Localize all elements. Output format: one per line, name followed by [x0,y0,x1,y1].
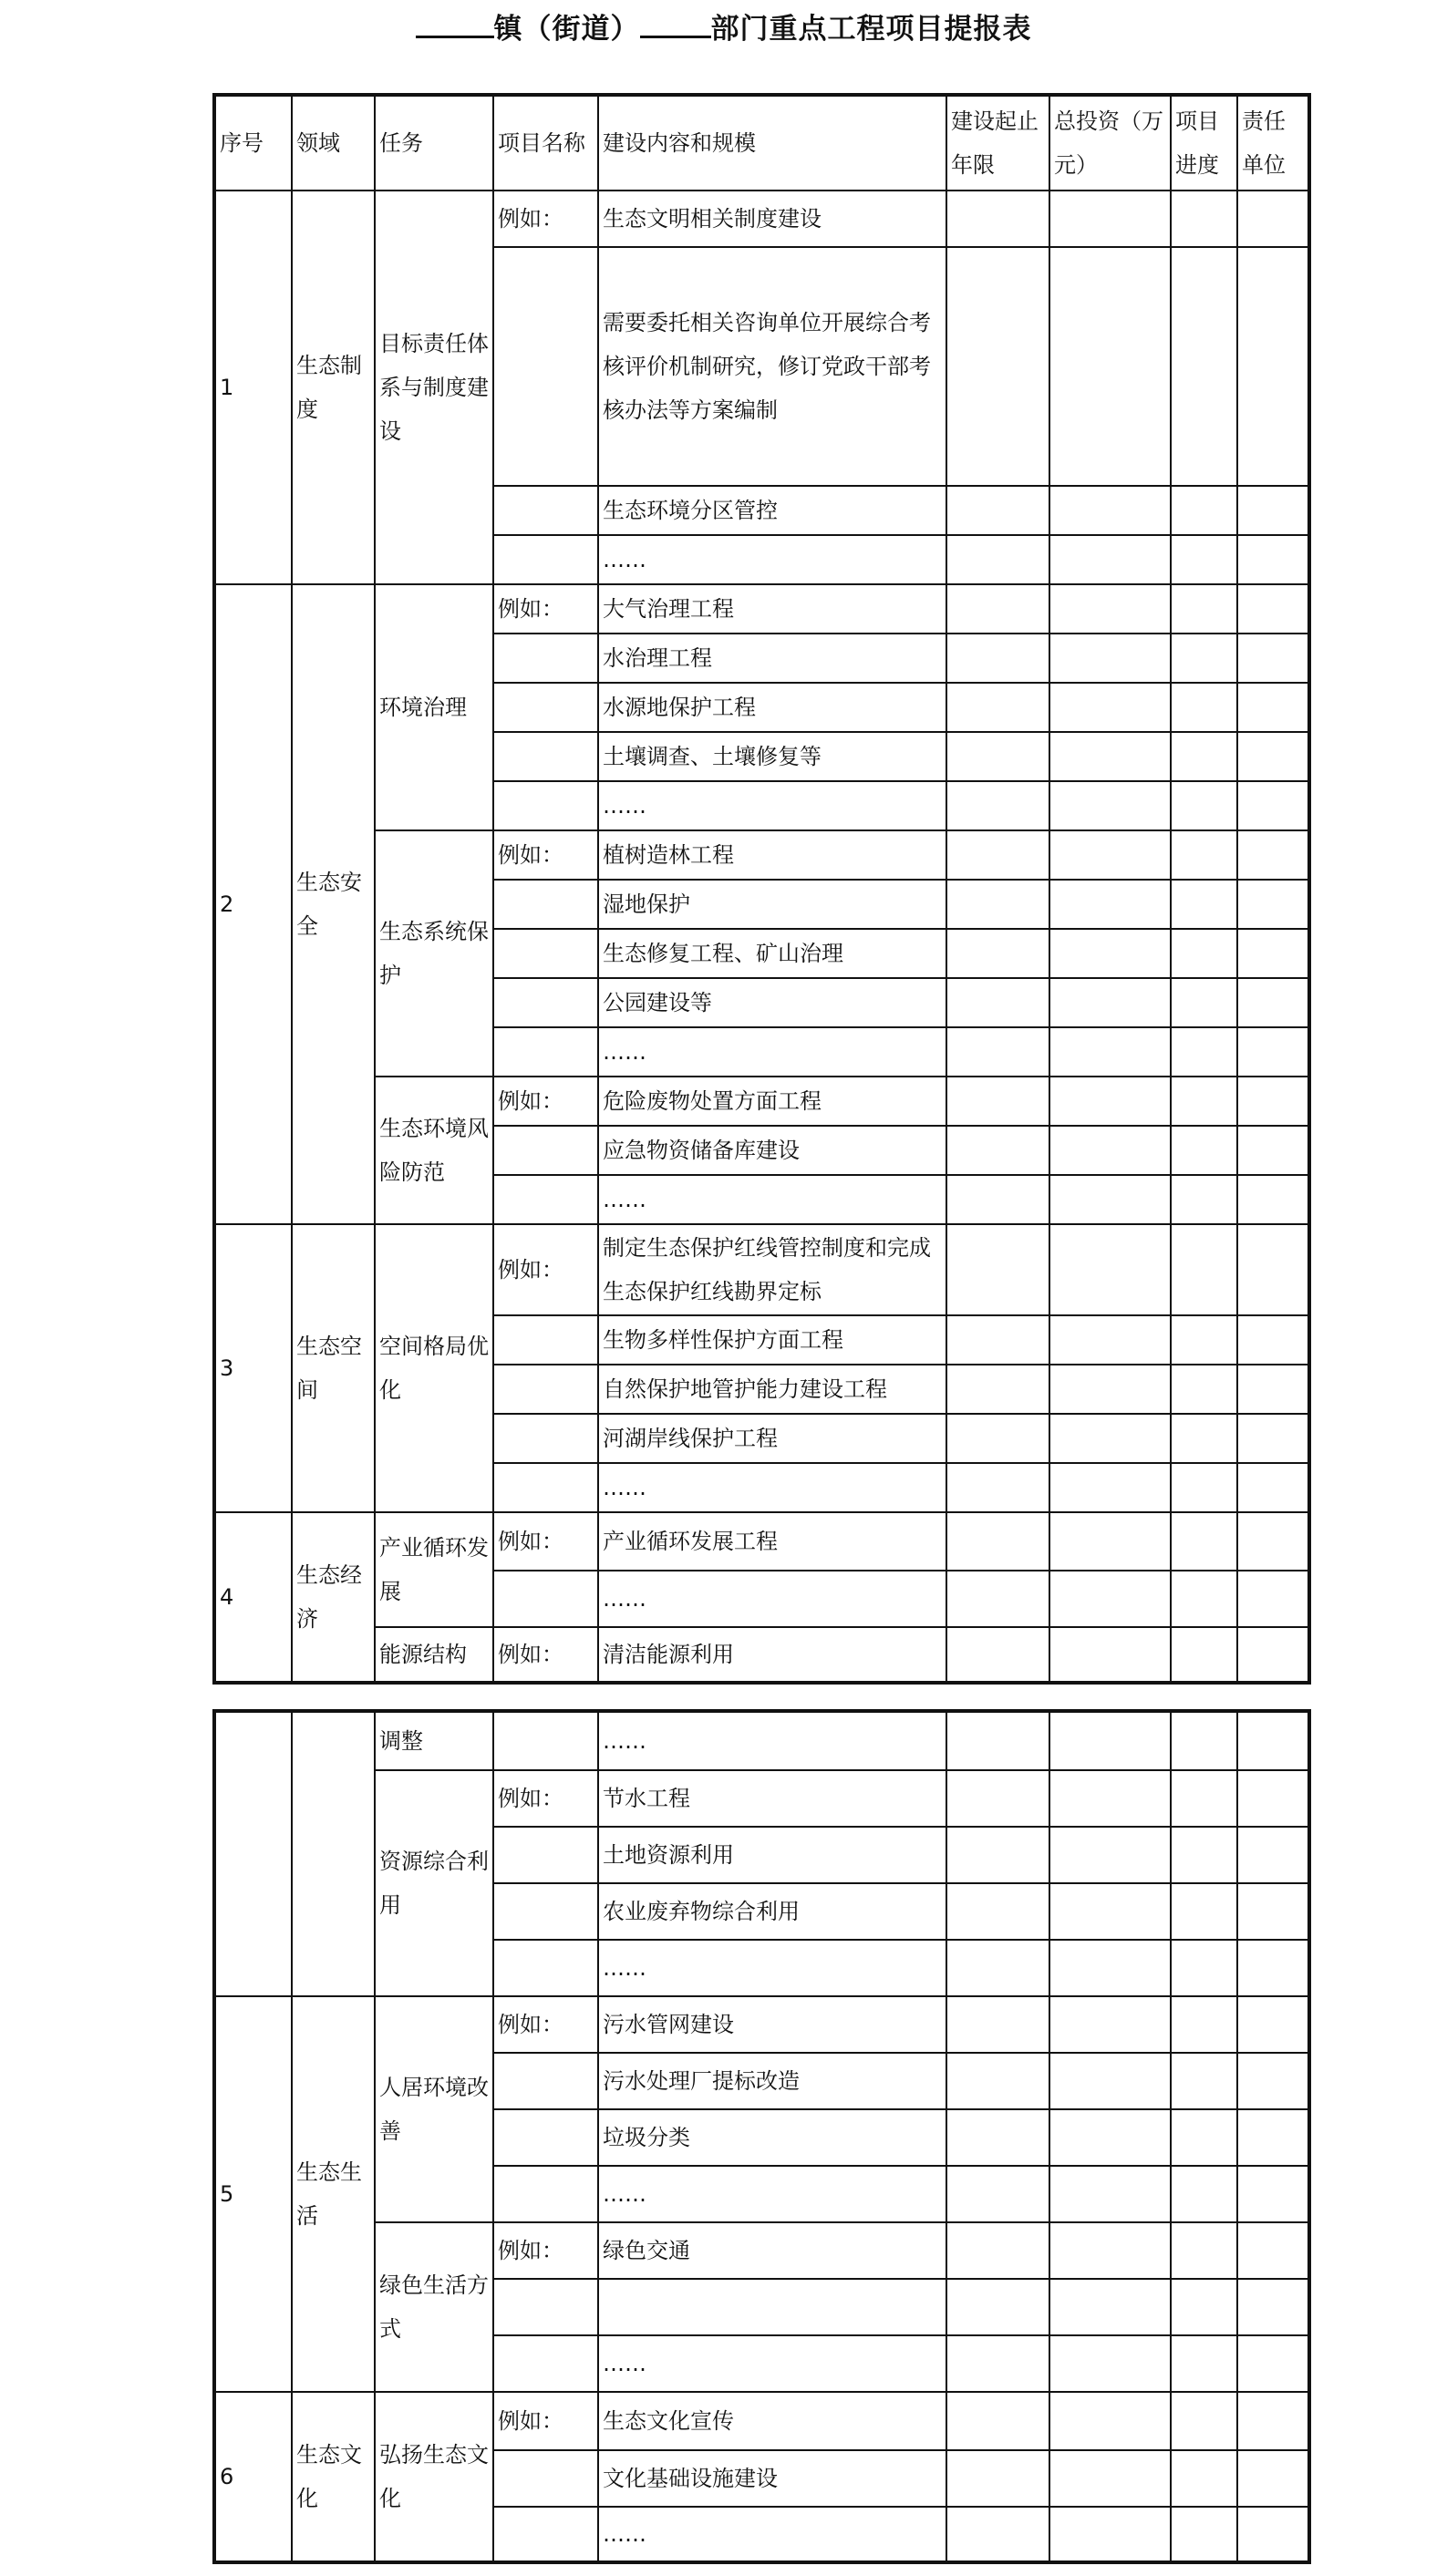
header-progress: 项目进度 [1171,96,1237,191]
period-cell[interactable] [946,978,1049,1027]
investment-cell[interactable] [1049,830,1171,880]
progress-cell[interactable] [1171,1224,1237,1315]
investment-cell[interactable] [1049,781,1171,830]
responsible-cell[interactable] [1237,1996,1308,2053]
report-table-page-1 [214,95,1309,1683]
project-name-cell[interactable] [493,1414,598,1463]
content-cell: 危险废物处置方面工程 [598,1077,946,1126]
investment-cell[interactable] [1049,1365,1171,1414]
content-cell: …… [598,1463,946,1512]
example-label: 例如： [493,2222,598,2279]
project-name-cell[interactable] [493,486,598,535]
period-cell[interactable] [946,2392,1049,2450]
progress-cell[interactable] [1171,1027,1237,1077]
responsible-cell[interactable] [1237,1770,1308,1827]
project-name-cell[interactable] [493,2109,598,2166]
header-responsible: 责任单位 [1237,96,1308,191]
header-content: 建设内容和规模 [598,96,946,191]
content-cell: …… [598,1571,946,1627]
investment-cell[interactable] [1049,880,1171,929]
domain-cell-continued [292,1712,375,1996]
responsible-cell[interactable] [1237,2279,1308,2335]
period-cell[interactable] [946,1315,1049,1365]
content-cell: 生态文明相关制度建设 [598,191,946,247]
project-name-cell[interactable] [493,1463,598,1512]
seq-cell: 3 [215,1224,292,1512]
content-cell: 水治理工程 [598,634,946,683]
content-cell: 需要委托相关咨询单位开展综合考核评价机制研究，修订党政干部考核办法等方案编制 [598,247,946,486]
progress-cell[interactable] [1171,1940,1237,1996]
responsible-cell[interactable] [1237,634,1308,683]
investment-cell[interactable] [1049,535,1171,584]
content-cell: …… [598,781,946,830]
investment-cell[interactable] [1049,1224,1171,1315]
responsible-cell[interactable] [1237,2507,1308,2561]
investment-cell[interactable] [1049,2392,1171,2450]
progress-cell[interactable] [1171,830,1237,880]
table-row [215,2392,1308,2450]
project-name-cell[interactable] [493,683,598,732]
progress-cell[interactable] [1171,1627,1237,1682]
responsible-cell[interactable] [1237,1883,1308,1940]
progress-cell[interactable] [1171,2450,1237,2507]
project-name-cell[interactable] [493,1027,598,1077]
content-cell: …… [598,535,946,584]
progress-cell[interactable] [1171,1414,1237,1463]
responsible-cell[interactable] [1237,1315,1308,1365]
table-row [215,830,1308,880]
progress-cell[interactable] [1171,880,1237,929]
investment-cell[interactable] [1049,2335,1171,2392]
content-cell: …… [598,2166,946,2222]
content-cell: 土壤调查、土壤修复等 [598,732,946,781]
title-prefix: 镇（街道） [493,13,640,46]
responsible-cell[interactable] [1237,781,1308,830]
domain-cell: 生态文化 [292,2392,375,2561]
table-row [215,1712,1308,1770]
responsible-cell[interactable] [1237,191,1308,247]
project-name-cell[interactable] [493,1940,598,1996]
content-cell: …… [598,1175,946,1224]
responsible-cell[interactable] [1237,1414,1308,1463]
project-name-cell[interactable] [493,1365,598,1414]
task-cell: 资源综合利用 [375,1770,493,1996]
investment-cell[interactable] [1049,1414,1171,1463]
domain-cell: 生态制度 [292,191,375,584]
period-cell[interactable] [946,1940,1049,1996]
investment-cell[interactable] [1049,486,1171,535]
project-name-cell[interactable] [493,2053,598,2109]
table-row [215,1224,1308,1315]
period-cell[interactable] [946,732,1049,781]
title-blank-department [640,8,711,38]
project-name-cell[interactable] [493,634,598,683]
project-name-cell[interactable] [493,978,598,1027]
investment-cell[interactable] [1049,1770,1171,1827]
period-cell[interactable] [946,2053,1049,2109]
period-cell[interactable] [946,535,1049,584]
content-cell: 污水管网建设 [598,1996,946,2053]
content-cell: 大气治理工程 [598,584,946,634]
table-row [215,1077,1308,1126]
progress-cell[interactable] [1171,2392,1237,2450]
seq-cell: 4 [215,1512,292,1682]
task-cell-energy-part2: 调整 [375,1712,493,1770]
investment-cell[interactable] [1049,1512,1171,1571]
responsible-cell[interactable] [1237,1126,1308,1175]
title-suffix: 部门重点工程项目提报表 [710,13,1032,46]
project-name-cell[interactable] [493,535,598,584]
investment-cell[interactable] [1049,1315,1171,1365]
investment-cell[interactable] [1049,978,1171,1027]
responsible-cell[interactable] [1237,1512,1308,1571]
domain-cell: 生态经济 [292,1512,375,1682]
seq-cell: 6 [215,2392,292,2561]
investment-cell[interactable] [1049,732,1171,781]
period-cell[interactable] [946,1027,1049,1077]
responsible-cell[interactable] [1237,880,1308,929]
investment-cell[interactable] [1049,2450,1171,2507]
content-cell: …… [598,2507,946,2561]
responsible-cell[interactable] [1237,1571,1308,1627]
period-cell[interactable] [946,880,1049,929]
investment-cell[interactable] [1049,2053,1171,2109]
period-cell[interactable] [946,1627,1049,1682]
progress-cell[interactable] [1171,1512,1237,1571]
progress-cell[interactable] [1171,634,1237,683]
responsible-cell[interactable] [1237,535,1308,584]
progress-cell[interactable] [1171,683,1237,732]
progress-cell[interactable] [1171,2222,1237,2279]
project-name-cell[interactable] [493,1883,598,1940]
responsible-cell[interactable] [1237,2450,1308,2507]
progress-cell[interactable] [1171,2109,1237,2166]
responsible-cell[interactable] [1237,683,1308,732]
progress-cell[interactable] [1171,584,1237,634]
seq-cell-continued [215,1712,292,1996]
content-cell: 文化基础设施建设 [598,2450,946,2507]
investment-cell[interactable] [1049,634,1171,683]
responsible-cell[interactable] [1237,247,1308,486]
header-period: 建设起止年限 [946,96,1049,191]
content-cell: 垃圾分类 [598,2109,946,2166]
example-label: 例如： [493,1077,598,1126]
header-domain: 领域 [292,96,375,191]
responsible-cell[interactable] [1237,978,1308,1027]
investment-cell[interactable] [1049,1940,1171,1996]
content-cell: 公园建设等 [598,978,946,1027]
responsible-cell[interactable] [1237,929,1308,978]
responsible-cell[interactable] [1237,1712,1308,1770]
progress-cell[interactable] [1171,1365,1237,1414]
period-cell[interactable] [946,1883,1049,1940]
seq-cell: 5 [215,1996,292,2392]
period-cell[interactable] [946,1126,1049,1175]
responsible-cell[interactable] [1237,830,1308,880]
responsible-cell[interactable] [1237,1627,1308,1682]
task-cell-energy-part1: 能源结构 [375,1627,493,1682]
progress-cell[interactable] [1171,535,1237,584]
content-cell: 污水处理厂提标改造 [598,2053,946,2109]
progress-cell[interactable] [1171,1077,1237,1126]
investment-cell[interactable] [1049,1571,1171,1627]
period-cell[interactable] [946,1414,1049,1463]
investment-cell[interactable] [1049,584,1171,634]
progress-cell[interactable] [1171,1883,1237,1940]
investment-cell[interactable] [1049,1027,1171,1077]
task-cell: 绿色生活方式 [375,2222,493,2392]
domain-cell: 生态安全 [292,584,375,1224]
content-cell: 制定生态保护红线管控制度和完成生态保护红线勘界定标 [598,1224,946,1315]
task-cell: 空间格局优化 [375,1224,493,1512]
example-label: 例如： [493,1512,598,1571]
period-cell[interactable] [946,2109,1049,2166]
project-name-cell[interactable] [493,880,598,929]
progress-cell[interactable] [1171,486,1237,535]
example-label: 例如： [493,191,598,247]
table-row [215,584,1308,634]
progress-cell[interactable] [1171,1175,1237,1224]
progress-cell[interactable] [1171,1126,1237,1175]
progress-cell[interactable] [1171,1571,1237,1627]
example-label: 例如： [493,1627,598,1682]
project-name-cell[interactable] [493,1827,598,1883]
content-cell[interactable] [598,2279,946,2335]
report-table-page-2 [214,1711,1309,2562]
content-cell: 生态修复工程、矿山治理 [598,929,946,978]
period-cell[interactable] [946,1512,1049,1571]
period-cell[interactable] [946,2507,1049,2561]
responsible-cell[interactable] [1237,1224,1308,1315]
seq-cell: 1 [215,191,292,584]
period-cell[interactable] [946,1175,1049,1224]
project-name-cell[interactable] [493,2166,598,2222]
progress-cell[interactable] [1171,1996,1237,2053]
investment-cell[interactable] [1049,191,1171,247]
period-cell[interactable] [946,929,1049,978]
project-name-cell[interactable] [493,1175,598,1224]
period-cell[interactable] [946,1463,1049,1512]
project-name-cell[interactable] [493,1712,598,1770]
project-name-cell[interactable] [493,247,598,486]
period-cell[interactable] [946,1827,1049,1883]
example-label: 例如： [493,1770,598,1827]
table-row [215,1996,1308,2053]
example-label: 例如： [493,830,598,880]
example-label: 例如： [493,2392,598,2450]
domain-cell: 生态生活 [292,1996,375,2392]
investment-cell[interactable] [1049,2222,1171,2279]
project-name-cell[interactable] [493,929,598,978]
content-cell: 生物多样性保护方面工程 [598,1315,946,1365]
progress-cell[interactable] [1171,191,1237,247]
content-cell: 生态环境分区管控 [598,486,946,535]
period-cell[interactable] [946,1712,1049,1770]
responsible-cell[interactable] [1237,2392,1308,2450]
project-name-cell[interactable] [493,1571,598,1627]
content-cell: 水源地保护工程 [598,683,946,732]
responsible-cell[interactable] [1237,2053,1308,2109]
period-cell[interactable] [946,2335,1049,2392]
progress-cell[interactable] [1171,1712,1237,1770]
period-cell[interactable] [946,1077,1049,1126]
period-cell[interactable] [946,2222,1049,2279]
investment-cell[interactable] [1049,1996,1171,2053]
progress-cell[interactable] [1171,2166,1237,2222]
project-name-cell[interactable] [493,781,598,830]
progress-cell[interactable] [1171,247,1237,486]
header-seq: 序号 [215,96,292,191]
period-cell[interactable] [946,830,1049,880]
responsible-cell[interactable] [1237,2109,1308,2166]
responsible-cell[interactable] [1237,1940,1308,1996]
period-cell[interactable] [946,1224,1049,1315]
progress-cell[interactable] [1171,2335,1237,2392]
content-cell: 河湖岸线保护工程 [598,1414,946,1463]
responsible-cell[interactable] [1237,2222,1308,2279]
progress-cell[interactable] [1171,2053,1237,2109]
project-name-cell[interactable] [493,732,598,781]
progress-cell[interactable] [1171,2279,1237,2335]
task-cell: 生态系统保护 [375,830,493,1077]
content-cell: 产业循环发展工程 [598,1512,946,1571]
responsible-cell[interactable] [1237,1463,1308,1512]
table-row [215,2222,1308,2279]
table-header-row [215,96,1308,191]
task-cell: 产业循环发展 [375,1512,493,1627]
period-cell[interactable] [946,2450,1049,2507]
content-cell: 植树造林工程 [598,830,946,880]
example-label: 例如： [493,1224,598,1315]
table-row [215,1770,1308,1827]
progress-cell[interactable] [1171,732,1237,781]
period-cell[interactable] [946,1770,1049,1827]
investment-cell[interactable] [1049,247,1171,486]
project-name-cell[interactable] [493,2335,598,2392]
example-label: 例如： [493,584,598,634]
project-name-cell[interactable] [493,2507,598,2561]
responsible-cell[interactable] [1237,2335,1308,2392]
domain-cell: 生态空间 [292,1224,375,1512]
content-cell: 节水工程 [598,1770,946,1827]
table-row [215,1627,1308,1682]
progress-cell[interactable] [1171,929,1237,978]
content-cell: 农业废弃物综合利用 [598,1883,946,1940]
project-name-cell[interactable] [493,2279,598,2335]
task-cell: 环境治理 [375,584,493,830]
investment-cell[interactable] [1049,929,1171,978]
responsible-cell[interactable] [1237,1827,1308,1883]
task-cell: 生态环境风险防范 [375,1077,493,1224]
investment-cell[interactable] [1049,2279,1171,2335]
progress-cell[interactable] [1171,978,1237,1027]
page-title [0,5,1447,46]
table-row [215,191,1308,247]
investment-cell[interactable] [1049,2109,1171,2166]
investment-cell[interactable] [1049,1126,1171,1175]
table-row [215,1512,1308,1571]
progress-cell[interactable] [1171,1770,1237,1827]
project-name-cell[interactable] [493,1315,598,1365]
responsible-cell[interactable] [1237,732,1308,781]
header-task: 任务 [375,96,493,191]
investment-cell[interactable] [1049,1077,1171,1126]
responsible-cell[interactable] [1237,1077,1308,1126]
responsible-cell[interactable] [1237,584,1308,634]
period-cell[interactable] [946,2279,1049,2335]
investment-cell[interactable] [1049,2507,1171,2561]
task-cell: 人居环境改善 [375,1996,493,2222]
period-cell[interactable] [946,191,1049,247]
content-cell: 生态文化宣传 [598,2392,946,2450]
period-cell[interactable] [946,634,1049,683]
task-cell: 弘扬生态文化 [375,2392,493,2561]
content-cell: 清洁能源利用 [598,1627,946,1682]
content-cell: 绿色交通 [598,2222,946,2279]
content-cell: 土地资源利用 [598,1827,946,1883]
period-cell[interactable] [946,1571,1049,1627]
period-cell[interactable] [946,486,1049,535]
responsible-cell[interactable] [1237,1175,1308,1224]
responsible-cell[interactable] [1237,486,1308,535]
period-cell[interactable] [946,584,1049,634]
progress-cell[interactable] [1171,1463,1237,1512]
period-cell[interactable] [946,1996,1049,2053]
progress-cell[interactable] [1171,1315,1237,1365]
investment-cell[interactable] [1049,1175,1171,1224]
example-label: 例如： [493,1996,598,2053]
investment-cell[interactable] [1049,1463,1171,1512]
period-cell[interactable] [946,683,1049,732]
content-cell: 湿地保护 [598,880,946,929]
content-cell: 自然保护地管护能力建设工程 [598,1365,946,1414]
progress-cell[interactable] [1171,2507,1237,2561]
investment-cell[interactable] [1049,2166,1171,2222]
title-blank-town [416,8,494,38]
investment-cell[interactable] [1049,1712,1171,1770]
period-cell[interactable] [946,781,1049,830]
investment-cell[interactable] [1049,1627,1171,1682]
progress-cell[interactable] [1171,1827,1237,1883]
content-cell: 应急物资储备库建设 [598,1126,946,1175]
responsible-cell[interactable] [1237,1365,1308,1414]
investment-cell[interactable] [1049,1883,1171,1940]
period-cell[interactable] [946,247,1049,486]
progress-cell[interactable] [1171,781,1237,830]
period-cell[interactable] [946,1365,1049,1414]
header-project-name: 项目名称 [493,96,598,191]
seq-cell: 2 [215,584,292,1224]
responsible-cell[interactable] [1237,1027,1308,1077]
project-name-cell[interactable] [493,1126,598,1175]
content-cell: …… [598,2335,946,2392]
content-cell: …… [598,1027,946,1077]
investment-cell[interactable] [1049,1827,1171,1883]
investment-cell[interactable] [1049,683,1171,732]
content-cell: …… [598,1712,946,1770]
content-cell: …… [598,1940,946,1996]
task-cell: 目标责任体系与制度建设 [375,191,493,584]
header-investment: 总投资（万元） [1049,96,1171,191]
period-cell[interactable] [946,2166,1049,2222]
project-name-cell[interactable] [493,2450,598,2507]
responsible-cell[interactable] [1237,2166,1308,2222]
